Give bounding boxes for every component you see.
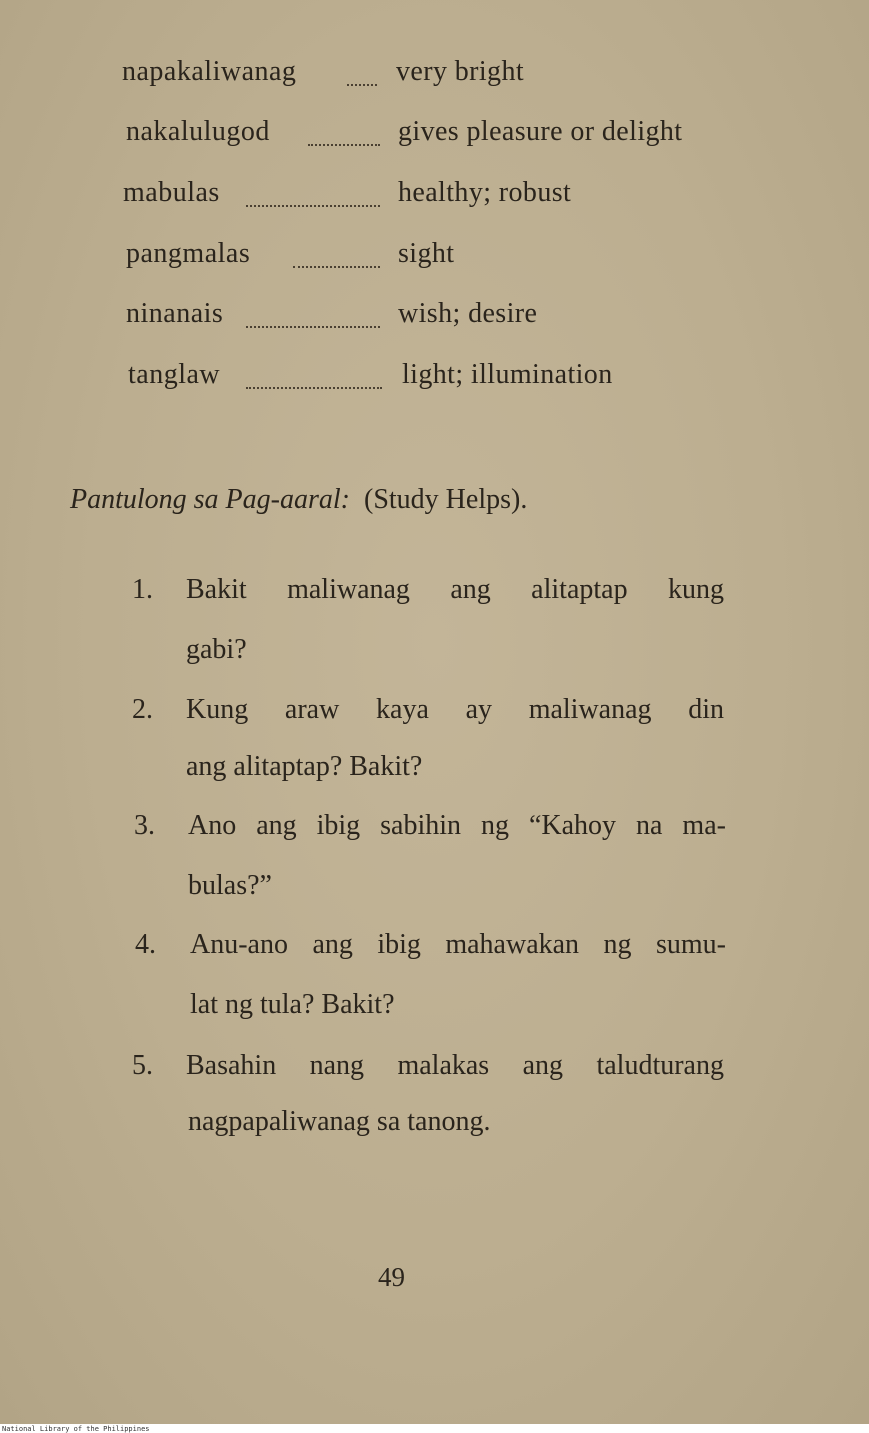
vocab-term: nakalulugod (126, 116, 270, 147)
question-word: taludturang (596, 1050, 724, 1081)
question-line (188, 810, 726, 842)
question-word: din (688, 694, 724, 725)
footer-credit: National Library of the Philippines (2, 1425, 150, 1433)
vocab-term: napakaliwanag (122, 56, 297, 87)
question-word: ang (256, 810, 297, 841)
vocab-meaning: light; illumination (402, 359, 613, 390)
question-line (186, 574, 724, 606)
question-number: 4. (135, 929, 156, 960)
question-word: ibig (316, 810, 361, 841)
question-word: maliwanag (287, 574, 410, 605)
vocab-term: ninanais (126, 298, 224, 329)
heading-tagalog: Pantulong sa Pag-aaral: (70, 484, 350, 515)
page-number: 49 (378, 1262, 405, 1292)
question-word: ang (312, 929, 353, 960)
dot-leader (246, 326, 380, 328)
study-helps-heading (70, 484, 527, 516)
question-continuation: ang alitaptap? Bakit? (186, 751, 423, 782)
question-word: araw (284, 694, 340, 725)
question-word: ng (603, 929, 632, 960)
question-line (190, 929, 726, 961)
question-word: ma- (682, 810, 726, 841)
vocab-row (0, 359, 869, 399)
vocab-row (0, 116, 869, 156)
question-line (186, 1050, 724, 1082)
question-number: 3. (134, 810, 155, 841)
question-word: kaya (376, 694, 429, 725)
question-word: kung (667, 574, 724, 605)
question-word: maliwanag (528, 694, 652, 725)
question-word: Basahin (186, 1050, 277, 1081)
vocab-row (0, 177, 869, 217)
question-word: sabihin (380, 810, 462, 841)
vocab-term: tanglaw (128, 359, 221, 390)
question-number: 2. (132, 694, 153, 725)
question-word: Kung (186, 694, 249, 725)
question-word: ay (465, 694, 492, 725)
vocab-meaning: sight (398, 238, 455, 269)
question-line (186, 694, 724, 726)
heading-english: (Study Helps). (364, 484, 528, 515)
question-word: malakas (397, 1050, 490, 1081)
question-number: 5. (132, 1050, 153, 1081)
question-continuation: lat ng tula? Bakit? (190, 989, 395, 1020)
vocab-row (0, 56, 869, 96)
vocab-meaning: very bright (396, 56, 525, 87)
vocab-meaning: gives pleasure or delight (398, 116, 683, 147)
question-word: ng (481, 810, 509, 841)
question-continuation: bulas?” (188, 870, 272, 901)
question-word: “Kahoy (528, 810, 617, 841)
question-word: ang (450, 574, 491, 605)
vocab-meaning: healthy; robust (398, 177, 572, 208)
question-word: sumu- (655, 929, 726, 960)
question-word: Anu-ano (190, 929, 288, 960)
question-word: Bakit (186, 574, 247, 605)
question-continuation: gabi? (186, 634, 247, 665)
dot-leader (308, 144, 380, 146)
dot-leader (246, 205, 380, 207)
question-word: Ano (188, 810, 237, 841)
dot-leader (246, 387, 382, 389)
vocab-row (0, 298, 869, 338)
vocab-term: mabulas (123, 177, 220, 208)
question-word: ang (522, 1050, 564, 1081)
vocab-term: pangmalas (126, 238, 251, 269)
question-continuation: nagpapaliwanag sa tanong. (188, 1106, 491, 1137)
vocab-row (0, 238, 869, 278)
question-word: nang (309, 1050, 365, 1081)
question-word: alitaptap (531, 574, 628, 605)
question-word: na (636, 810, 663, 841)
question-word: ibig (377, 929, 421, 960)
dot-leader (293, 266, 380, 268)
vocab-meaning: wish; desire (398, 298, 538, 329)
question-number: 1. (132, 574, 153, 605)
question-word: mahawakan (445, 929, 580, 960)
dot-leader (347, 84, 377, 86)
